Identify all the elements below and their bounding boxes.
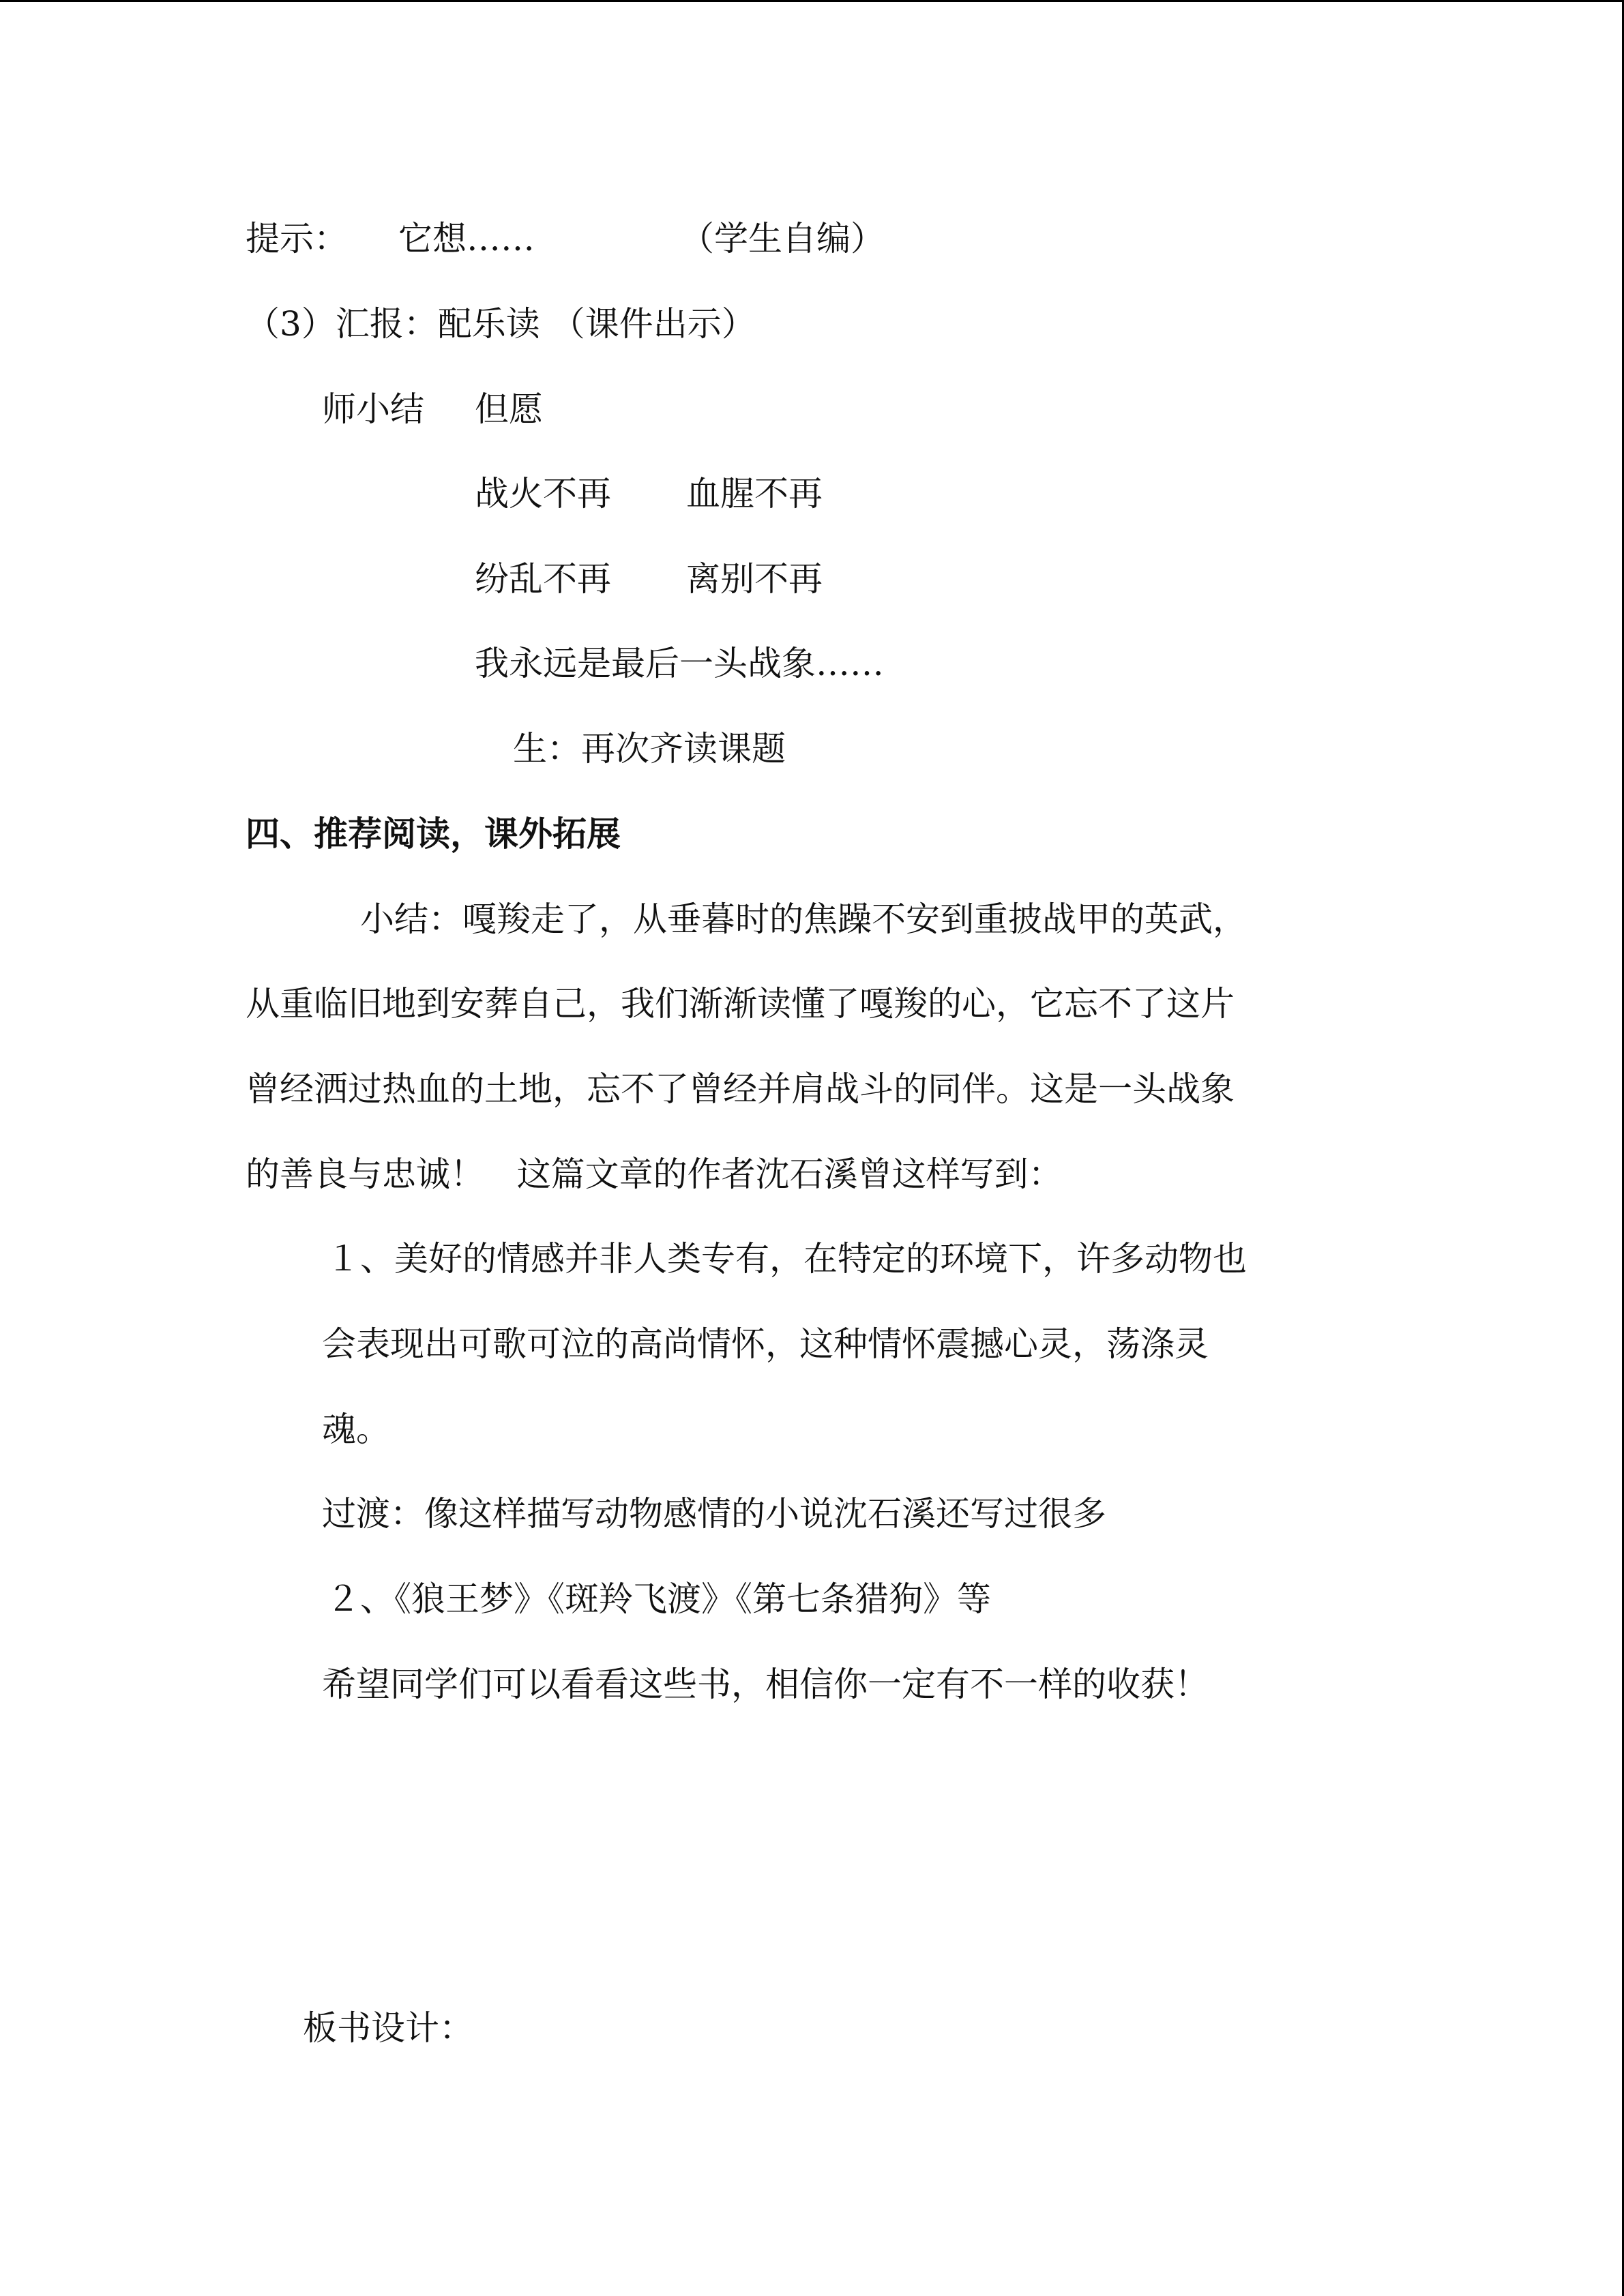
hint-text: 它想…… [398, 219, 535, 258]
student-read-line: 生：再次齐读课题 [513, 729, 786, 769]
hope-line: 希望同学们可以看看这些书，相信你一定有不一样的收获！ [322, 1665, 1209, 1704]
summary-wish: 但愿 [475, 389, 543, 429]
poem-line-1b: 血腥不再 [686, 474, 823, 513]
paragraph-line-2: 从重临旧地到安葬自己，我们渐渐读懂了嘎羧的心，它忘不了这片 [246, 984, 1235, 1024]
board-design-label: 板书设计： [303, 2008, 473, 2048]
quote-line-3: 魂。 [322, 1410, 390, 1449]
paragraph-line-1: 小结：嘎羧走了，从垂暮时的焦躁不安到重披战甲的英武， [360, 899, 1247, 939]
hint-note: （学生自编） [680, 219, 885, 258]
page-top-border [0, 0, 1624, 2]
quote-line-1: １、美好的情感并非人类专有，在特定的环境下，许多动物也 [326, 1239, 1247, 1279]
poem-line-1a: 战火不再 [475, 474, 611, 513]
report-line: （3）汇报：配乐读 （课件出示） [246, 304, 756, 344]
paragraph-line-4: 的善良与忠诚！ 这篇文章的作者沈石溪曾这样写到： [246, 1154, 1063, 1194]
poem-line-2a: 纷乱不再 [475, 559, 611, 599]
books-line: ２、《狼王梦》《斑羚飞渡》《第七条猎狗》等 [326, 1579, 991, 1619]
hint-label: 提示： [246, 219, 348, 258]
section-heading: 四、推荐阅读，课外拓展 [246, 814, 621, 854]
quote-line-2: 会表现出可歌可泣的高尚情怀，这种情怀震撼心灵，荡涤灵 [322, 1324, 1209, 1364]
poem-line-2b: 离别不再 [686, 559, 823, 599]
paragraph-line-3: 曾经洒过热血的土地，忘不了曾经并肩战斗的同伴。这是一头战象 [246, 1069, 1235, 1109]
poem-line-3: 我永远是最后一头战象…… [475, 644, 884, 683]
transition-line: 过渡：像这样描写动物感情的小说沈石溪还写过很多 [322, 1494, 1106, 1534]
summary-label: 师小结 [322, 389, 424, 429]
